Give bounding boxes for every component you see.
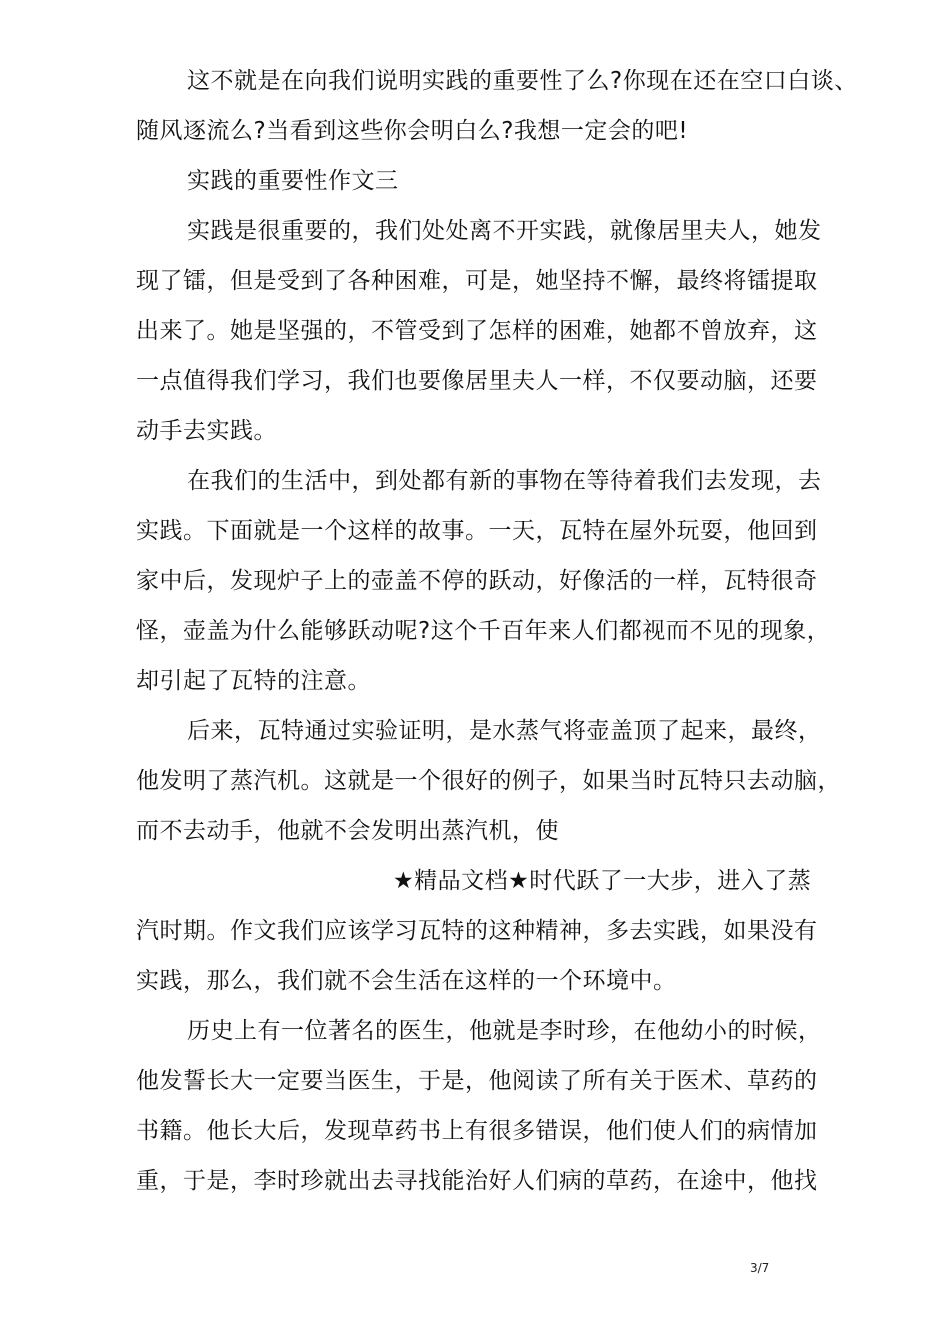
text-line: 实践。下面就是一个这样的故事。一天，瓦特在屋外玩耍，他回到 — [136, 518, 818, 544]
page-number: 3/7 — [750, 1261, 770, 1275]
text-line: 历史上有一位著名的医生，他就是李时珍，在他幼小的时候， — [187, 1018, 822, 1044]
text-line: 重，于是，李时珍就出去寻找能治好人们病的草药，在途中，他找 — [136, 1168, 818, 1194]
section-heading: 实践的重要性作文三 — [187, 168, 399, 194]
text-line: 实践，那么，我们就不会生活在这样的一个环境中。 — [136, 968, 677, 994]
text-line: 怪，壶盖为什么能够跃动呢?这个千百年来人们都视而不见的现象， — [136, 618, 831, 644]
text-line: 后来，瓦特通过实验证明，是水蒸气将壶盖顶了起来，最终， — [187, 718, 822, 744]
text-line: 一点值得我们学习，我们也要像居里夫人一样，不仅要动脑，还要 — [136, 368, 818, 394]
text-line: 却引起了瓦特的注意。 — [136, 668, 371, 694]
text-line: 而不去动手，他就不会发明出蒸汽机，使 — [136, 818, 559, 844]
text-line: 家中后，发现炉子上的壶盖不停的跃动，好像活的一样，瓦特很奇 — [136, 568, 818, 594]
watermark-text-line: ★精品文档★时代跃了一大步，进入了蒸 — [393, 868, 812, 894]
text-line: 书籍。他长大后，发现草药书上有很多错误，他们使人们的病情加 — [136, 1118, 818, 1144]
text-line: 出来了。她是坚强的，不管受到了怎样的困难，她都不曾放弃，这 — [136, 318, 818, 344]
text-line: 动手去实践。 — [136, 418, 277, 444]
text-line: 这不就是在向我们说明实践的重要性了么?你现在还在空口白谈、 — [187, 68, 858, 94]
text-line: 随风逐流么?当看到这些你会明白么?我想一定会的吧! — [136, 118, 689, 144]
text-line: 在我们的生活中，到处都有新的事物在等待着我们去发现，去 — [187, 468, 822, 494]
text-line: 现了镭，但是受到了各种困难，可是，她坚持不懈，最终将镭提取 — [136, 268, 818, 294]
text-line: 他发誓长大一定要当医生，于是，他阅读了所有关于医术、草药的 — [136, 1068, 818, 1094]
text-line: 他发明了蒸汽机。这就是一个很好的例子，如果当时瓦特只去动脑， — [136, 768, 841, 794]
text-line: 汽时期。作文我们应该学习瓦特的这种精神，多去实践，如果没有 — [136, 918, 818, 944]
text-line: 实践是很重要的，我们处处离不开实践，就像居里夫人，她发 — [187, 218, 822, 244]
